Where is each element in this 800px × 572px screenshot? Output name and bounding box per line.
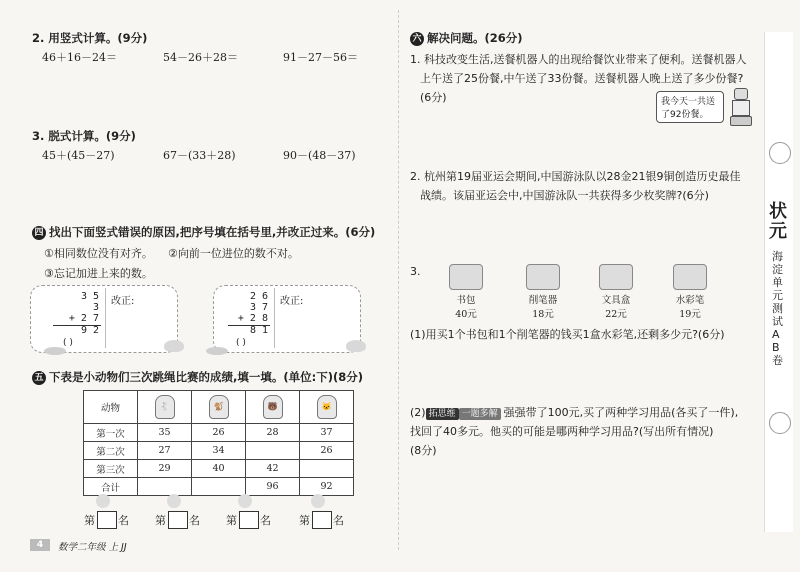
item-price: 18元 [532, 309, 554, 320]
q3-title: 3. 脱式计算。(9分) [32, 129, 136, 143]
s5-number-badge: 五 [32, 371, 46, 385]
score-cell: 92 [300, 478, 354, 496]
score-cell: 26 [300, 442, 354, 460]
rank-box-monkey[interactable] [168, 511, 188, 529]
item-markers [668, 264, 712, 320]
s5-title: 下表是小动物们三次跳绳比赛的成绩,填一填。(单位:下)(8分) [49, 370, 363, 384]
tag-thinking: 拓思维 [426, 408, 459, 420]
s6-number-badge: 六 [410, 32, 424, 46]
item-pencil-case [594, 264, 638, 320]
item-price: 19元 [679, 309, 701, 320]
s4-p2-result: 8 1 [249, 325, 268, 336]
score-row-label: 第一次 [84, 424, 138, 442]
q2-expr-3: 91－27－56＝ [283, 51, 358, 64]
s4-reason-1: ①相同数位没有对齐。 [44, 247, 153, 260]
score-row-3 [84, 460, 354, 478]
rank-box-rabbit[interactable] [97, 511, 117, 529]
schoolbag-icon [449, 264, 483, 290]
s4-problem-2-box [213, 285, 361, 353]
s4-p2-line-2: 3 7 [249, 302, 268, 313]
page-number: 4 [30, 539, 50, 551]
s4-p1-cartoon-right [164, 340, 184, 352]
s4-number-badge: 四 [32, 226, 46, 240]
s4-p2-divider [274, 288, 275, 348]
s4-problem-1-box [30, 285, 178, 353]
r-q3-sub2-line-1 [410, 404, 738, 420]
bubble-line-2: 了92份餐。 [661, 110, 709, 120]
score-cell: 40 [192, 460, 246, 478]
q3-expr-3: 90－(48－37) [283, 149, 356, 162]
side-brand-band [764, 32, 793, 532]
s4-reason-3: ③忘记加进上来的数。 [44, 267, 153, 280]
score-row-total [84, 478, 354, 496]
score-row-label: 合计 [84, 478, 138, 496]
s6-title: 解决问题。(26分) [427, 31, 523, 45]
q2-expr-1: 46＋16－24＝ [42, 51, 117, 64]
score-cell: 28 [246, 424, 300, 442]
q2-title: 2. 用竖式计算。(9分) [32, 31, 148, 45]
s4-p1-answer-paren[interactable]: ( ) [63, 338, 73, 348]
score-cell-blank[interactable] [192, 478, 246, 496]
item-sharpener [521, 264, 565, 320]
s4-p1-line-1: 3 5 [80, 291, 99, 302]
rank-box-bear[interactable] [239, 511, 259, 529]
item-schoolbag [446, 264, 486, 320]
r-q1-line-1: 1. 科技改变生活,送餐机器人的出现给餐饮业带来了便利。送餐机器人 [410, 53, 747, 66]
score-cell: 34 [192, 442, 246, 460]
r-q3-sub2-line-2: 找回了40多元。他买的可能是哪两种学习用品?(写出所有情况) [410, 425, 714, 438]
footer-text: 数学二年级 上 JJ [58, 542, 127, 553]
score-cell: 29 [138, 460, 192, 478]
s4-p2-fix-label: 改正: [280, 296, 304, 307]
rank-rabbit-icon [96, 494, 110, 508]
item-name: 文具盒 [601, 295, 631, 306]
rank-box-cat[interactable] [312, 511, 332, 529]
r-q2-line-2: 战绩。该届亚运会中,中国游泳队一共获得多少枚奖牌?(6分) [420, 189, 709, 202]
s4-p2-answer-paren[interactable]: ( ) [236, 338, 246, 348]
s4-p1-line-2: 3 [92, 302, 99, 313]
score-header-animal-3 [246, 391, 300, 424]
bubble-line-1: 我今天一共送 [661, 97, 716, 107]
s6-heading [410, 30, 523, 46]
score-header-animal-1 [138, 391, 192, 424]
score-cell: 96 [246, 478, 300, 496]
r-q2-line-1: 2. 杭州第19届亚运会期间,中国游泳队以28金21银9铜创造历史最佳 [410, 170, 741, 183]
brand-name: 状元 [769, 201, 787, 242]
rank-monkey-icon [167, 494, 181, 508]
score-header-animal-4 [300, 391, 354, 424]
score-cell-blank[interactable] [246, 442, 300, 460]
rank-suffix: 名 [118, 514, 129, 527]
rank-prefix: 第 [84, 514, 95, 527]
item-name: 水彩笔 [675, 295, 705, 306]
s4-p1-result: 9 2 [80, 325, 99, 336]
q3-expr-1: 45＋(45－27) [42, 149, 115, 162]
r-q3-sub2-score: (8分) [410, 444, 437, 457]
rabbit-icon: 🐇 [155, 395, 175, 419]
monkey-icon: 🐒 [209, 395, 229, 419]
score-cell: 42 [246, 460, 300, 478]
cat-icon: 🐱 [317, 395, 337, 419]
rank-suffix: 名 [333, 514, 344, 527]
s4-p2-cartoon-left [206, 347, 228, 355]
robot-speech-bubble [656, 91, 724, 123]
s4-p2-cartoon-right [346, 340, 366, 352]
score-row-2 [84, 442, 354, 460]
s4-p1-line-3: + 2 7 [68, 313, 99, 324]
s4-title: 找出下面竖式错误的原因,把序号填在括号里,并改正过来。(6分) [49, 225, 376, 239]
rank-suffix: 名 [189, 514, 200, 527]
s4-reason-2: ②向前一位进位的数不对。 [168, 247, 299, 260]
score-table-header-row [84, 391, 354, 424]
r-q3-sub1: (1)用买1个书包和1个削笔器的钱买1盒水彩笔,还剩多少元?(6分) [410, 328, 725, 341]
score-cell: 35 [138, 424, 192, 442]
score-cell: 27 [138, 442, 192, 460]
sub2-text-1: 强强带了100元,买了两种学习用品(各买了一件), [503, 406, 739, 419]
score-header-animal-2 [192, 391, 246, 424]
s4-p1-fix-label: 改正: [111, 296, 135, 307]
bear-icon: 🐻 [263, 395, 283, 419]
s4-p2-line-3: + 2 8 [237, 313, 268, 324]
rank-bear-icon [238, 494, 252, 508]
item-name: 削笔器 [528, 295, 558, 306]
score-cell-blank[interactable] [300, 460, 354, 478]
pencil-sharpener-icon [526, 264, 560, 290]
s4-heading [32, 224, 375, 240]
score-table [83, 390, 354, 496]
score-cell: 26 [192, 424, 246, 442]
score-cell: 37 [300, 424, 354, 442]
band-circle-bottom [769, 412, 791, 434]
item-name: 书包 [456, 295, 476, 306]
rank-prefix: 第 [155, 514, 166, 527]
delivery-robot-icon [730, 88, 750, 126]
score-row-1 [84, 424, 354, 442]
rank-prefix: 第 [299, 514, 310, 527]
score-row-label: 第二次 [84, 442, 138, 460]
markers-icon [673, 264, 707, 290]
score-row-label: 第三次 [84, 460, 138, 478]
rank-prefix: 第 [226, 514, 237, 527]
s4-p1-cartoon-left [44, 347, 66, 355]
r-q1-line-2: 上午送了25份餐,中午送了33份餐。送餐机器人晚上送了多少份餐? [420, 72, 744, 85]
page-gutter [398, 10, 399, 550]
score-cell-blank[interactable] [138, 478, 192, 496]
tag-multi-solution: 一题多解 [459, 408, 501, 420]
score-header-label: 动物 [84, 391, 138, 424]
r-q3-number: 3. [410, 265, 421, 278]
sub2-prefix: (2) [410, 406, 426, 419]
s4-p2-line-1: 2 6 [249, 291, 268, 302]
rank-cat-icon [311, 494, 325, 508]
item-price: 22元 [605, 309, 627, 320]
r-q1-score: (6分) [420, 91, 447, 104]
q3-expr-2: 67－(33＋28) [163, 149, 236, 162]
band-circle-top [769, 142, 791, 164]
s4-p1-divider [105, 288, 106, 348]
brand-subtitle: 海淀单元测试AB卷 [772, 250, 783, 367]
s5-heading [32, 369, 363, 385]
pencil-case-icon [599, 264, 633, 290]
item-price: 40元 [455, 309, 477, 320]
rank-suffix: 名 [260, 514, 271, 527]
q2-expr-2: 54－26＋28＝ [163, 51, 238, 64]
